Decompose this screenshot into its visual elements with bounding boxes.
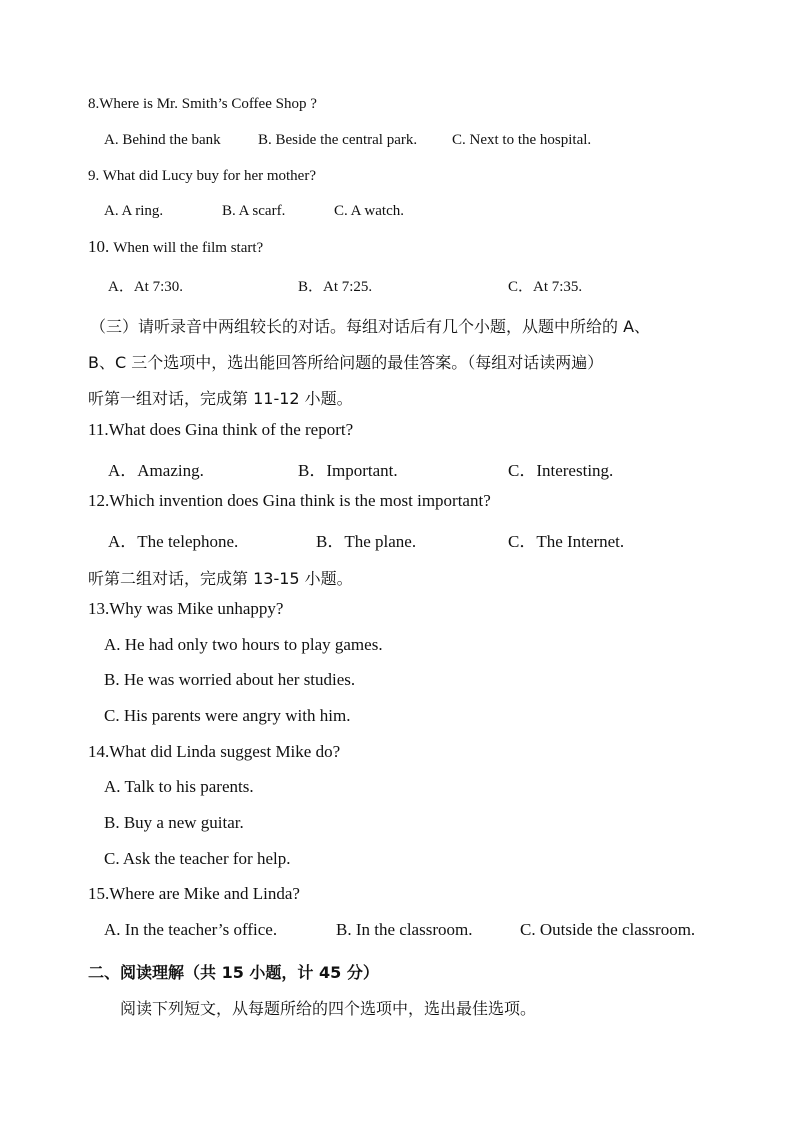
section3-group2: 听第二组对话，完成第 13-15 小题。 [88, 569, 353, 588]
question-13: 13.Why was Mike unhappy? [88, 599, 284, 618]
q15-option-c: C. Outside the classroom. [520, 920, 696, 939]
q14-option-c: C. Ask the teacher for help. [104, 849, 291, 868]
q9-option-c: C. A watch. [334, 203, 404, 219]
q8-option-c: C. Next to the hospital. [452, 132, 592, 148]
q11-option-a: A．Amazing. [108, 461, 204, 480]
question-10-number: 10. [88, 237, 110, 256]
question-10-text: When will the film start? [113, 240, 264, 256]
q10-option-b: B．At 7:25. [298, 279, 373, 295]
section3-intro-line1: （三）请听录音中两组较长的对话。每组对话后有几个小题，从题中所给的 A、 [90, 317, 651, 336]
part2-instruction: 阅读下列短文，从每题所给的四个选项中，选出最佳选项。 [120, 999, 537, 1018]
question-14: 14.What did Linda suggest Mike do? [88, 742, 341, 761]
q12-option-a: A．The telephone. [108, 532, 239, 551]
q12-option-b: B．The plane. [316, 532, 417, 551]
q9-option-b: B. A scarf. [222, 203, 286, 219]
question-10 [88, 237, 263, 257]
question-12: 12.Which invention does Gina think is the most important? [88, 491, 491, 510]
q13-option-b: B. He was worried about her studies. [104, 670, 356, 689]
q13-option-c: C. His parents were angry with him. [104, 706, 351, 725]
part2-heading: 二、阅读理解（共 15 小题，计 45 分） [88, 963, 379, 982]
question-11: 11.What does Gina think of the report? [88, 420, 354, 439]
q10-option-a: A．At 7:30. [108, 279, 184, 295]
question-15: 15.Where are Mike and Linda? [88, 884, 300, 903]
q13-option-a: A. He had only two hours to play games. [104, 635, 383, 654]
section3-group1: 听第一组对话，完成第 11-12 小题。 [88, 389, 353, 408]
q8-option-a: A. Behind the bank [104, 132, 221, 148]
question-8: 8.Where is Mr. Smith’s Coffee Shop ? [88, 96, 317, 112]
q11-option-b: B．Important. [298, 461, 398, 480]
q9-option-a: A. A ring. [104, 203, 164, 219]
q8-option-b: B. Beside the central park. [258, 132, 418, 148]
q15-option-b: B. In the classroom. [336, 920, 473, 939]
q12-option-c: C．The Internet. [508, 532, 625, 551]
q15-option-a: A. In the teacher’s office. [104, 920, 278, 939]
q10-option-c: C．At 7:35. [508, 279, 583, 295]
section3-intro-line2: B、C 三个选项中，选出能回答所给问题的最佳答案。（每组对话读两遍） [88, 353, 604, 372]
q11-option-c: C．Interesting. [508, 461, 614, 480]
question-9: 9. What did Lucy buy for her mother? [88, 168, 316, 184]
q14-option-b: B. Buy a new guitar. [104, 813, 244, 832]
q14-option-a: A. Talk to his parents. [104, 777, 254, 796]
